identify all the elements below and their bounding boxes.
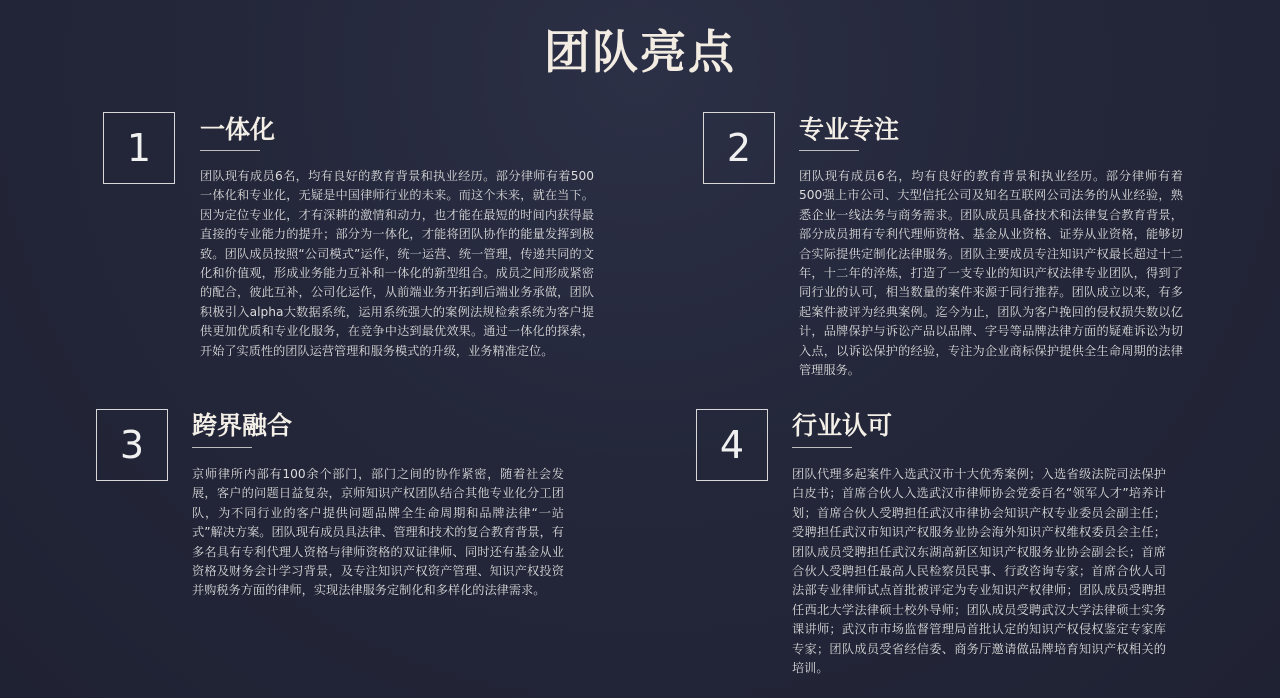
section-number-box: 1 <box>103 112 175 184</box>
section-heading: 行业认可 <box>792 411 893 440</box>
section-body: 团队现有成员6名，均有良好的教育背景和执业经历。部分律师有着500一体化和专业化，无疑是中国律师行业的未来。而这个未来，就在当下。因为定位专业化，才有深耕的激情和动力，也才能在最短的时间内获得最直接的专业能力的提升；部分为一体化，才能将团队协作的能量发挥到极致。团队成员按照“公司模式”运作，统一运营、统一管理，传递共同的文化和价值观，形成业务能力互补和一体化的新型组合。成员之间形成紧密的配合，彼此互补，公司化运作，从前端业务开拓到后端业务承做，团队积极引入alpha大数据系统，运用系统强大的案例法规检索系统为客户提供更加优质和专业化服务，在竞争中达到最优效果。通过一体化的探索，开始了实质性的团队运营管理和服务模式的升级，业务精准定位。 <box>200 169 594 358</box>
heading-underline <box>792 447 852 448</box>
section-heading: 跨界融合 <box>192 411 293 440</box>
heading-underline <box>192 447 252 448</box>
section-body: 京师律所内部有100余个部门，部门之间的协作紧密，随着社会发展，客户的问题日益复杂，京师知识产权团队结合其他专业化分工团队，为不同行业的客户提供问题品牌全生命周期和品牌法律“一站式”解决方案。团队现有成员具法律、管理和技术的复合教育背景，有多名具有专利代理人资格与律师资格的双证律师、同时还有基金从业资格及财务会计学习背景，及专注知识产权资产管理、知识产权投资并购税务方面的律师，实现法律服务定制化和多样化的法律需求。 <box>192 467 564 598</box>
section-number-box: 3 <box>96 409 168 481</box>
section-body: 团队代理多起案件入选武汉市十大优秀案例；入选省级法院司法保护白皮书；首席合伙人入选武汉市律师协会党委百名“领军人才”培养计划；首席合伙人受聘担任武汉市律协会知识产权专业委员会副主任；受聘担任武汉市知识产权服务业协会海外知识产权维权委员会主任；团队成员受聘担任武汉东湖高新区知识产权服务业协会副会长；首席合伙人受聘担任最高人民检察员民事、行政咨询专家；首席合伙人司法部专业律师试点首批被评定为专业知识产权律师；团队成员受聘担任西北大学法律硕士校外导师；团队成员受聘武汉大学法律硕士实务课讲师；武汉市市场监督管理局首批认定的知识产权侵权鉴定专家库专家；团队成员受省经信委、商务厅邀请做品牌培育知识产权相关的培训。 <box>792 467 1166 676</box>
section-number-box: 2 <box>703 112 775 184</box>
section-heading: 一体化 <box>200 115 276 144</box>
section-heading: 专业专注 <box>799 115 900 144</box>
heading-underline <box>799 150 859 151</box>
heading-underline <box>200 150 260 151</box>
section-number-box: 4 <box>696 409 768 481</box>
page-title: 团队亮点 <box>544 25 736 79</box>
section-body: 团队现有成员6名，均有良好的教育背景和执业经历。部分律师有着500强上市公司、大型信托公司及知名互联网公司法务的从业经验，熟悉企业一线法务与商务需求。团队成员具备技术和法律复合教育背景，部分成员拥有专利代理师资格、基金从业资格、证券从业资格，能够切合实际提供定制化法律服务。团队主要成员专注知识产权最长超过十二年，十二年的淬炼，打造了一支专业的知识产权法律专业团队，得到了同行业的认可，相当数量的案件来源于同行推荐。团队成立以来，有多起案件被评为经典案例。迄今为止，团队为客户挽回的侵权损失数以亿计，品牌保护与诉讼产品以品牌、字号等品牌法律方面的疑难诉讼为切入点，以诉讼保护的经验，专注为企业商标保护提供全生命周期的法律管理服务。 <box>799 169 1183 378</box>
